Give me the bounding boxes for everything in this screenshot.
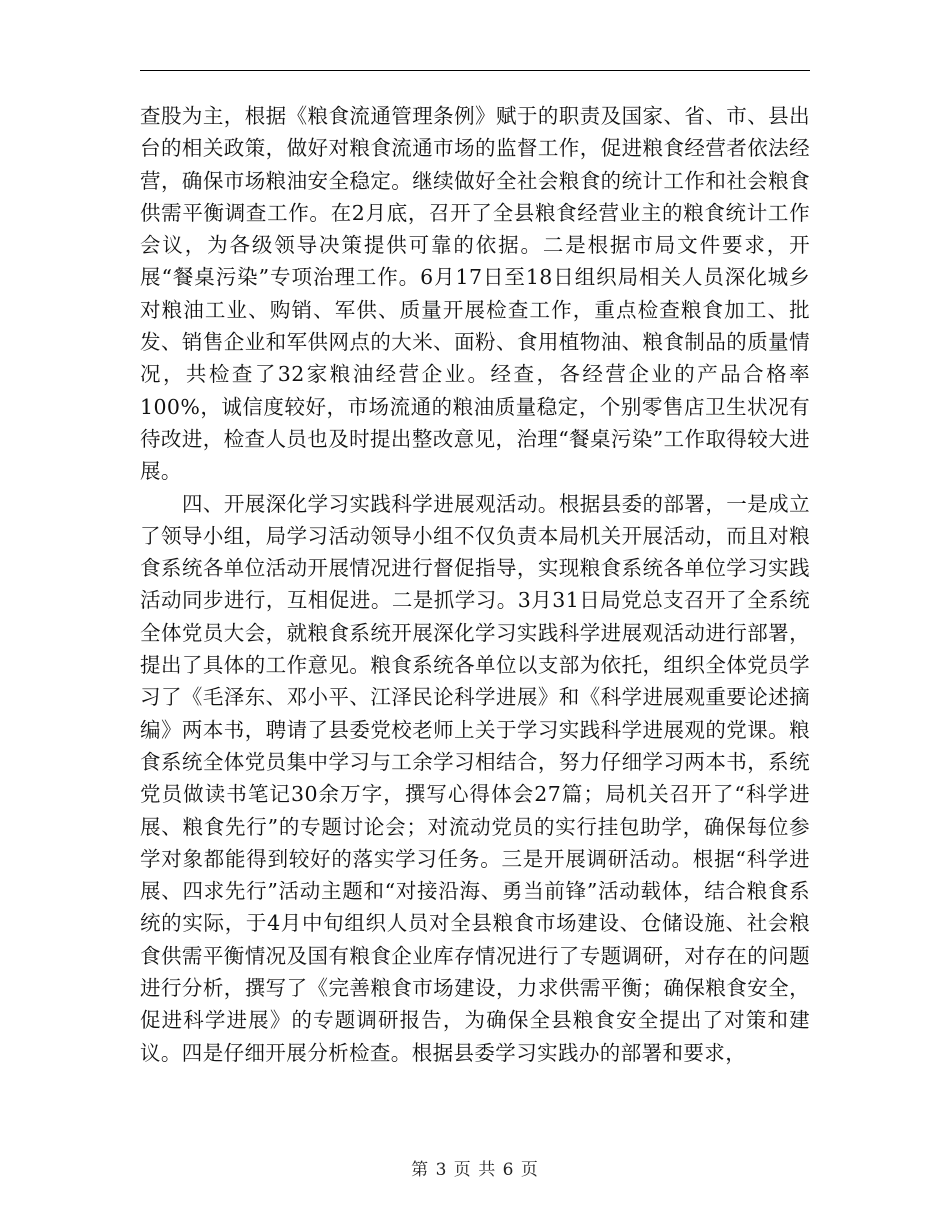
paragraph-continuation: 查股为主，根据《粮食流通管理条例》赋于的职责及国家、省、市、县出台的相关政策，做好对粮食流通市场的监督工作，促进粮食经营者依法经营，确保市场粮油安全稳定。继续做好全社会粮食的统计工作和社会粮食供需平衡调查工作。在2月底，召开了全县粮食经营业主的粮食统计工作会议，为各级领导决策提供可靠的依据。二是根据市局文件要求，开展“餐桌污染”专项治理工作。6月17日至18日组织局相关人员深化城乡对粮油工业、购销、军供、质量开展检查工作，重点检查粮食加工、批发、销售企业和军供网点的大米、面粉、食用植物油、粮食制品的质量情况，共检查了32家粮油经营企业。经查，各经营企业的产品合格率100%，诚信度较好，市场流通的粮油质量稳定，个别零售店卫生状况有待改进，检查人员也及时提出整改意见，治理“餐桌污染”工作取得较大进展。 bbox=[140, 104, 810, 484]
paragraph-section-four: 四、开展深化学习实践科学进展观活动。根据县委的部署，一是成立了领导小组，局学习活动领导小组不仅负责本局机关开展活动，而且对粮食系统各单位活动开展情况进行督促指导，实现粮食系统各单位学习实践活动同步进行，互相促进。二是抓学习。3月31日局党总支召开了全系统全体党员大会，就粮食系统开展深化学习实践科学进展观活动进行部署，提出了具体的工作意见。粮食系统各单位以支部为依托，组织全体党员学习了《毛泽东、邓小平、江泽民论科学进展》和《科学进展观重要论述摘编》两本书，聘请了县委党校老师上关于学习实践科学进展观的党课。粮食系统全体党员集中学习与工余学习相结合，努力仔细学习两本书，系统党员做读书笔记30余万字，撰写心得体会27篇；局机关召开了“科学进展、粮食先行”的专题讨论会；对流动党员的实行挂包助学，确保每位参学对象都能得到较好的落实学习任务。三是开展调研活动。根据“科学进展、四求先行”活动主题和“对接沿海、勇当前锋”活动载体，结合粮食系统的实际，于4月中旬组织人员对全县粮食市场建设、仓储设施、社会粮食供需平衡情况及国有粮食企业库存情况进行了专题调研，对存在的问题进行分析，撰写了《完善粮食市场建设，力求供需平衡；确保粮食安全，促进科学进展》的专题调研报告，为确保全县粮食安全提出了对策和建议。四是仔细开展分析检查。根据县委学习实践办的部署和要求， bbox=[140, 491, 810, 1065]
document-body bbox=[140, 100, 810, 1069]
header-rule bbox=[140, 70, 810, 71]
page-number-footer: 第 3 页 共 6 页 bbox=[411, 1160, 539, 1180]
